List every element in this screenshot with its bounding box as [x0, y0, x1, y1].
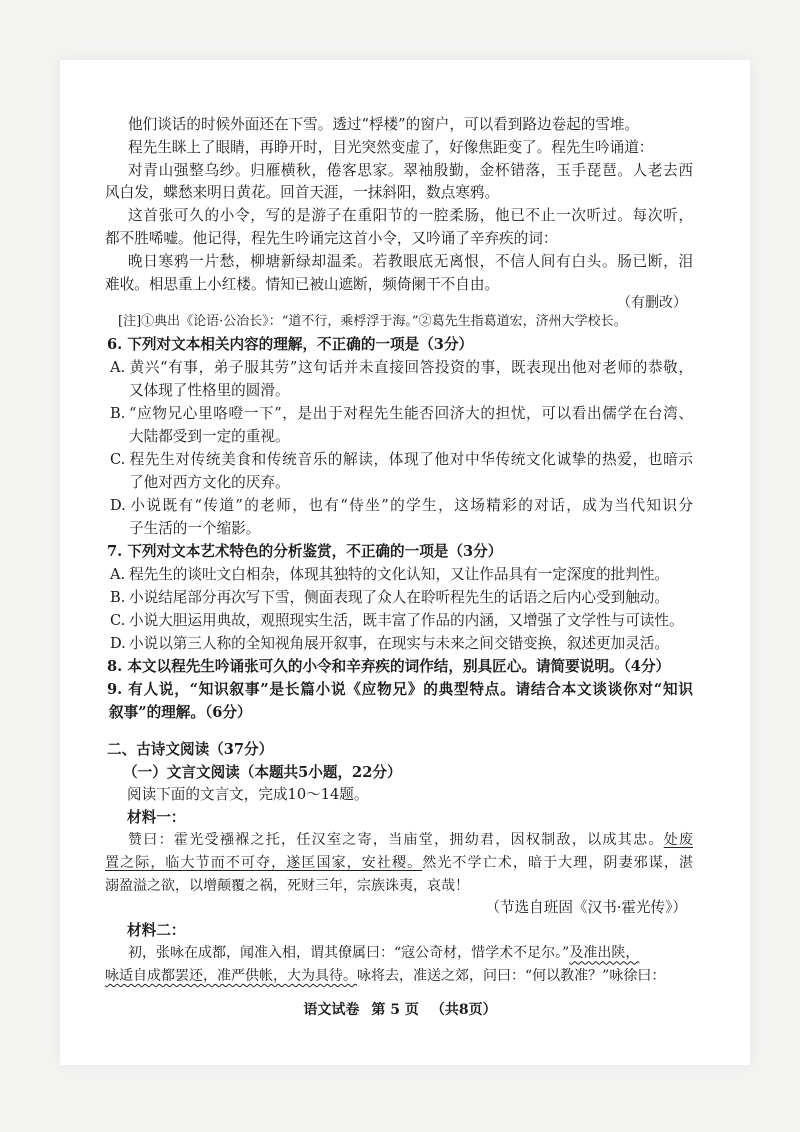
exam-name: 语文试卷 — [303, 1002, 360, 1018]
wavy-underlined-text: 咏适自成都罢还，准严供帐，大为具待。 — [105, 968, 357, 984]
poem-line: 对青山强整乌纱。归雁横秋，倦客思家。翠袖殷勤，金杯错落，玉手琵琶。人老去西 — [128, 161, 693, 179]
material-1-line: 溺盈溢之欲，以增颠覆之祸，死财三年，宗族诛夷，哀哉！ — [105, 877, 469, 894]
question-7-stem: 7. 下列对文本艺术特色的分析鉴赏，不正确的一项是（3分） — [107, 543, 503, 561]
total-pages: （共8页） — [430, 1002, 497, 1018]
question-6-stem: 6. 下列对文本相关内容的理解，不正确的一项是（3分） — [107, 336, 474, 354]
passage-line: 他们谈话的时候外面还在下雪。透过“桴楼”的窗户，可以看到路边卷起的雪堆。 — [128, 116, 640, 133]
question-9-stem: 9. 有人说，“知识叙事”是长篇小说《应物兄》的典型特点。请结合本文谈谈你对“知识 — [107, 681, 693, 699]
question-7-option-c — [105, 609, 693, 632]
option-text: 小说结尾部分再次写下雪，侧面表现了众人在聆听程先生的话语之后内心受到触动。 — [129, 589, 669, 607]
option-continuation: 又体现了性格里的圆滑。 — [129, 382, 290, 400]
section-title: 二、古诗文阅读（37分） — [107, 741, 274, 759]
option-label: A. — [110, 566, 126, 584]
option-continuation: 了他对西方文化的厌弃。 — [129, 474, 290, 492]
option-label: A. — [110, 359, 126, 377]
option-text: 小说大胆运用典故，观照现实生活，既丰富了作品的内涵，又增强了文学性与可读性。 — [129, 612, 684, 630]
wavy-underlined-text: 及准出陕， — [569, 945, 640, 962]
option-label: B. — [110, 405, 126, 423]
poem-line: 风白发，蝶愁来明日黄花。回首天涯，一抹斜阳，数点寒鸦。 — [105, 184, 500, 202]
material-2-line — [105, 965, 693, 988]
question-6-option-d — [105, 494, 693, 517]
poem-line: 晚日寒鸦一片愁，柳塘新绿却温柔。若教眼底无离恨，不信人间有白头。肠已断，泪 — [128, 252, 693, 270]
material-text: 赞曰：霍光受襁褓之托，任汉室之寄，当庙堂，拥幼君，因权制敌，以成其忠。 — [128, 832, 664, 849]
option-text: 程先生的谈吐文白相杂，体现其独特的文化认知，又让作品具有一定深度的批判性。 — [129, 566, 669, 584]
edit-note: （有删改） — [617, 295, 687, 312]
option-label: C. — [110, 612, 126, 630]
page-number: 第 5 页 — [371, 1002, 419, 1018]
option-text: 黄兴“有事，弟子服其劳”这句话并未直接回答投资的事，既表现出他对老师的恭敬， — [129, 359, 693, 377]
question-6-option-c — [105, 448, 693, 471]
option-continuation: 子生活的一个缩影。 — [129, 520, 261, 538]
option-text: 程先生对传统美食和传统音乐的解读，体现了他对中华传统文化诚挚的热爱，也暗示 — [129, 451, 693, 469]
question-7-option-a — [105, 563, 693, 586]
question-6-option-a — [105, 356, 693, 379]
underlined-text: 处废 — [663, 832, 694, 849]
annotation: [注]①典出《论语·公冶长》：“道不行，乘桴浮于海。”②葛先生指葛道宏，济州大学校长。 — [118, 314, 627, 330]
option-label: D. — [110, 497, 126, 515]
material-1-line — [105, 852, 693, 875]
option-text: 小说以第三人称的全知视角展开叙事，在现实与未来之间交错变换，叙述更加灵活。 — [129, 635, 669, 653]
option-label: C. — [110, 451, 126, 469]
option-text: “应物兄心里咯噔一下”，是出于对程先生能否回济大的担忧，可以看出儒学在台湾、 — [129, 405, 693, 423]
question-7-option-b — [105, 586, 693, 609]
poem-line: 难收。相思重上小红楼。情知已被山遮断，频倚阑干不自由。 — [105, 275, 500, 293]
underlined-text: 置之际，临大节而不可夺，遂匡国家，安社稷。 — [105, 855, 423, 872]
material-text: 然光不学亡术，暗于大理，阴妻邪谋，湛 — [422, 855, 694, 872]
page-footer — [0, 1000, 800, 1020]
question-9-stem-continuation: 叙事”的理解。（6分） — [109, 704, 252, 722]
material-2-label: 材料二： — [127, 921, 186, 939]
option-text: 小说既有“传道”的老师，也有“侍坐”的学生，这场精彩的对话，成为当代知识分 — [129, 497, 693, 515]
material-text: 咏将去，准送之郊，问曰：“何以教准？”咏徐曰： — [357, 968, 666, 984]
option-label: D. — [110, 635, 126, 653]
option-label: B. — [110, 589, 126, 607]
reading-instruction: 阅读下面的文言文，完成10～14题。 — [127, 786, 369, 804]
material-text: 初，张咏在成都，闻准入相，谓其僚属曰：“寇公奇材，惜学术不足尔。” — [128, 945, 570, 962]
material-1-line — [105, 829, 693, 852]
passage-line: 都不胜唏嘘。他记得，程先生吟诵完这首小令，又吟诵了辛弃疾的词： — [105, 229, 558, 247]
questions — [105, 333, 693, 724]
novel-passage — [105, 114, 693, 333]
question-7-option-d — [105, 632, 693, 655]
page-content — [105, 114, 693, 988]
passage-line: 这首张可久的小令，写的是游子在重阳节的一腔柔肠，他已不止一次听过。每次听， — [128, 207, 693, 225]
classical-reading-section — [105, 739, 693, 988]
material-1-label: 材料一： — [127, 808, 186, 826]
passage-line: 程先生眯上了眼睛，再睁开时，目光突然变虚了，好像焦距变了。程先生吟诵道： — [128, 138, 654, 156]
option-continuation: 大陆都受到一定的重视。 — [129, 428, 290, 446]
question-8-stem: 8. 本文以程先生吟诵张可久的小令和辛弃疾的词作结，别具匠心。请简要说明。（4分） — [107, 658, 671, 676]
subsection-title: （一）文言文阅读（本题共5小题，22分） — [123, 763, 402, 781]
material-2-line — [105, 942, 693, 965]
material-1-source: （节选自班固《汉书·霍光传》） — [485, 899, 687, 917]
question-6-option-b — [105, 402, 693, 425]
